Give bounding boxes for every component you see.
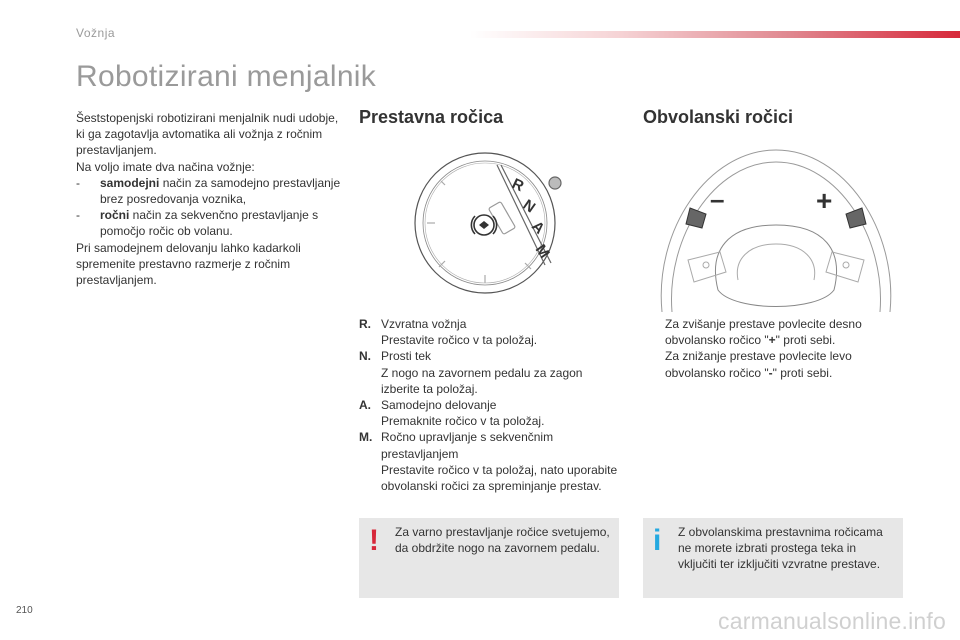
mode-name-automatic: samodejni [100,175,160,190]
instruction-text: Za znižanje prestave povlecite levo obvolansko ročico " [665,349,852,380]
instruction-text-end: " proti sebi. [775,333,836,348]
dash-bullet: - [76,175,80,190]
intro-paragraph-1: Šeststopenjski robotizirani menjalnik nudi udobje, ki ga zagotavlja avtomatika ali vožnja z ročnim prestavljanjem. [76,111,339,158]
list-item [359,332,621,348]
info-text: Z obvolanskima prestavnima ročicama ne morete izbrati prostega teka in vključiti ter izključiti vzvratne prestave. [678,525,883,572]
warning-icon: ! [369,524,379,557]
list-item [359,365,621,397]
arrow-bullet-icon [359,332,381,348]
paddle-shifters-heading: Obvolanski ročici [643,107,794,127]
gear-selector-heading: Prestavna ročica [359,107,504,127]
info-icon: i [653,524,662,557]
instruction-text: Z nogo na zavornem pedalu za zagon izberite ta položaj. [381,365,583,396]
paddle-minus-sign: – [710,184,725,214]
position-text: Ročno upravljanje s sekvenčnim prestavljanjem [381,430,554,461]
section-label: Vožnja [76,26,116,40]
intro-text [76,110,346,288]
gear-letter-m: M [531,241,553,262]
plus-symbol: + [768,333,776,348]
mode-item-manual [76,207,346,239]
list-item [643,348,905,380]
watermark: carmanualsonline.info [718,608,946,634]
list-item [359,316,621,332]
gear-positions-list [359,316,621,494]
page-title: Robotizirani menjalnik [76,60,377,93]
intro-paragraph-2: Na voljo imate dva načina vožnje: [76,159,255,174]
warning-text: Za varno prestavljanje ročice svetujemo, da obdržite nogo na zavornem pedalu. [395,525,610,556]
mode-item-automatic [76,175,346,207]
arrow-bullet-icon [643,316,665,348]
gear-letter-a: A [528,217,548,238]
position-text: Vzvratna vožnja [381,317,467,331]
list-item [359,348,621,364]
paddle-plus-sign: + [816,185,833,216]
position-key: N. [359,349,371,364]
list-item [359,397,621,413]
list-item [359,429,621,461]
gear-selector-figure [405,145,575,295]
paddle-instructions-list [643,316,905,381]
position-key: A. [359,398,371,413]
arrow-bullet-icon [643,348,665,380]
gear-selector-icon [405,145,575,295]
arrow-bullet-icon [359,365,381,397]
list-item [643,316,905,348]
position-key: R. [359,317,371,331]
paddle-shifters-figure [648,140,904,315]
gear-letter-n: N [519,196,539,217]
mode-desc-manual: način za sekvenčno prestavljanje s pomočjo ročic ob volanu. [100,208,319,239]
page-number: 210 [16,605,33,616]
mode-name-manual: ročni [100,208,130,223]
position-text: Samodejno delovanje [381,398,497,413]
dash-bullet: - [76,208,80,223]
instruction-text: Premaknite ročico v ta položaj. [381,414,545,429]
position-text: Prosti tek [381,349,432,364]
info-note [643,518,903,598]
instruction-text-end: " proti sebi. [772,365,833,380]
arrow-bullet-icon [359,413,381,429]
instruction-text: Za zvišanje prestave povlecite desno obvolansko ročico " [665,317,862,348]
header-accent-bar [470,31,960,38]
gear-letter-r: R [509,175,527,196]
mode-desc-automatic: način za samodejno prestavljanje brez posredovanja voznika, [100,175,341,207]
instruction-text: Prestavite ročico v ta položaj, nato uporabite obvolanski ročici za spreminjanje prestav. [381,462,618,494]
arrow-bullet-icon [359,462,381,494]
list-item [359,413,621,429]
list-item [359,462,621,494]
intro-paragraph-3: Pri samodejnem delovanju lahko kadarkoli spremenite prestavno razmerje z ročnim prestavljanjem. [76,240,301,288]
minus-symbol: - [768,365,773,380]
steering-wheel-icon [648,140,904,315]
position-key: M. [359,430,373,445]
warning-note [359,518,619,598]
instruction-text: Prestavite ročico v ta položaj. [381,333,538,348]
